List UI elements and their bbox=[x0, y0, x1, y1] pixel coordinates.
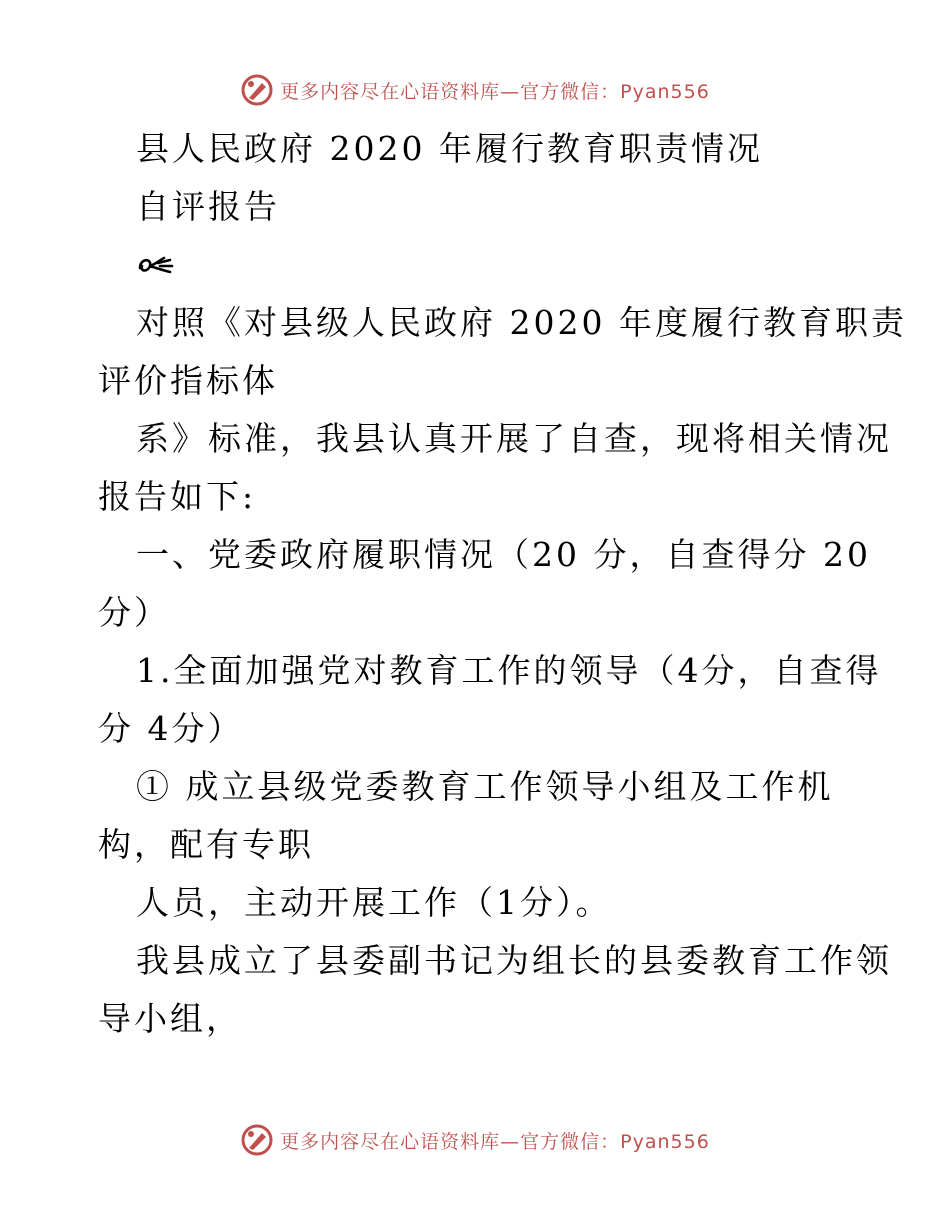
paragraph-line: 我县成立了县委副书记为组长的县委教育工作领 bbox=[136, 941, 892, 980]
flourish-icon bbox=[136, 254, 174, 276]
paragraph-line: 报告如下: bbox=[98, 477, 257, 516]
paragraph-line: 导小组， bbox=[98, 999, 242, 1038]
header-banner bbox=[0, 70, 950, 110]
doc-subtitle: 自评报告 bbox=[136, 187, 280, 226]
paragraph-line: 评价指标体 bbox=[98, 361, 278, 400]
item-line: 人员，主动开展工作（1分）。 bbox=[136, 883, 612, 922]
paragraph-line: 对照《对县级人民政府 2020 年度履行教育职责 bbox=[136, 303, 907, 342]
subsection-heading: 1.全面加强党对教育工作的领导（4分，自查得 bbox=[136, 651, 882, 690]
item-line: ① 成立县级党委教育工作领导小组及工作机 bbox=[136, 767, 834, 806]
pen-logo-icon bbox=[240, 73, 274, 107]
document-body bbox=[98, 120, 907, 1048]
subsection-heading: 分 4分） bbox=[98, 709, 244, 748]
pen-logo-icon bbox=[240, 1123, 274, 1157]
footer-text: 更多内容尽在心语资料库—官方微信：Pyan556 bbox=[280, 1130, 710, 1153]
header-text: 更多内容尽在心语资料库—官方微信：Pyan556 bbox=[280, 80, 710, 103]
paragraph-line: 系》标准，我县认真开展了自查，现将相关情况 bbox=[136, 419, 892, 458]
section-heading: 一、党委政府履职情况（20 分，自查得分 20 bbox=[136, 535, 871, 574]
ornament bbox=[98, 236, 858, 294]
section-heading: 分） bbox=[98, 593, 170, 632]
item-line: 构，配有专职 bbox=[98, 825, 314, 864]
footer-banner bbox=[0, 1120, 950, 1160]
doc-title: 县人民政府 2020 年履行教育职责情况 bbox=[136, 129, 763, 168]
